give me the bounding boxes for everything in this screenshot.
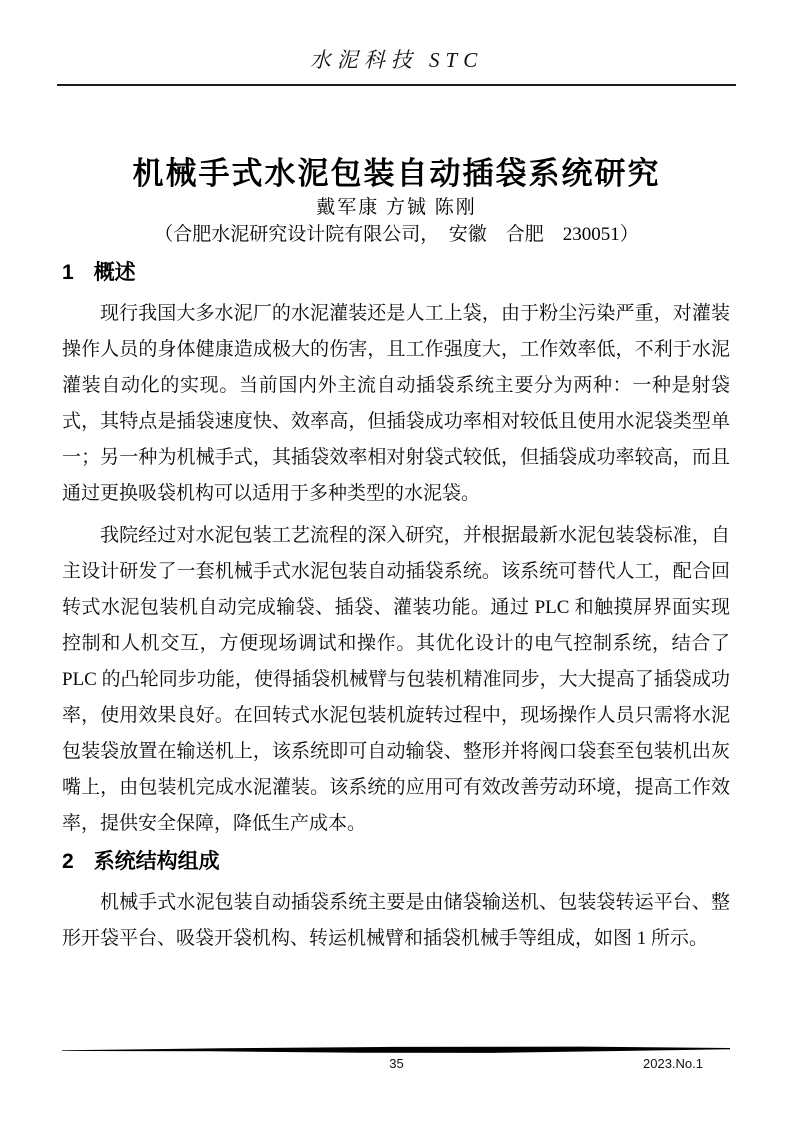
- section-2-paragraph-1: 机械手式水泥包装自动插袋系统主要是由储袋输送机、包装袋转运平台、整形开袋平台、吸袋开袋机构、转运机械臂和插袋机械手等组成，如图 1 所示。: [62, 892, 730, 949]
- article-title: 机械手式水泥包装自动插袋系统研究: [132, 155, 661, 191]
- footer-brush-rule: [62, 1046, 730, 1056]
- issue-label: 2023.No.1: [643, 1056, 703, 1071]
- header-divider: [57, 84, 736, 86]
- page-number: 35: [389, 1056, 404, 1071]
- section-2-heading: [62, 848, 730, 876]
- section-1-number: 1: [62, 261, 74, 284]
- affiliation-line: （合肥水泥研究设计院有限公司， 安徽 合肥 230051）: [154, 224, 639, 245]
- brush-stroke-shape: [62, 1046, 730, 1056]
- section-1-paragraph-1: 现行我国大多水泥厂的水泥灌装还是人工上袋，由于粉尘污染严重，对灌装操作人员的身体健康造成极大的伤害，且工作强度大，工作效率低，不利于水泥灌装自动化的实现。当前国内外主流自动插袋系统主要分为两种：一种是射袋式，其特点是插袋速度快、效率高，但插袋成功率相对较低且使用水泥袋类型单一；另一种为机械手式，其插袋效率相对射袋式较低，但插袋成功率较高，而且通过更换吸袋机构可以适用于多种类型的水泥袋。: [62, 303, 730, 504]
- article-body: [62, 259, 730, 963]
- journal-masthead: 水泥科技 STC: [309, 48, 484, 72]
- section-2-number: 2: [62, 850, 74, 873]
- section-1-title: 概述: [93, 261, 136, 284]
- section-2-title: 系统结构组成: [93, 850, 220, 873]
- section-1-paragraph-2: 我院经过对水泥包装工艺流程的深入研究，并根据最新水泥包装袋标准，自主设计研发了一套机械手式水泥包装自动插袋系统。该系统可替代人工，配合回转式水泥包装机自动完成输袋、插袋、灌装功能。通过 PLC 和触摸屏界面实现控制和人机交互，方便现场调试和操作。其优化设计的电气控制系统，结合了 PLC 的凸轮同步功能，使得插袋机械臂与包装机精准同步，大大提高了插袋成功率，使用效果良好。在回转式水泥包装机旋转过程中，现场操作人员只需将水泥包装袋放置在输送机上，该系统即可自动输袋、整形并将阀口袋套至包装机出灰嘴上，由包装机完成水泥灌装。该系统的应用可有效改善劳动环境，提高工作效率，提供安全保障，降低生产成本。: [62, 525, 730, 834]
- authors-line: 戴军康 方铖 陈刚: [316, 197, 477, 218]
- section-1-heading: [62, 259, 730, 287]
